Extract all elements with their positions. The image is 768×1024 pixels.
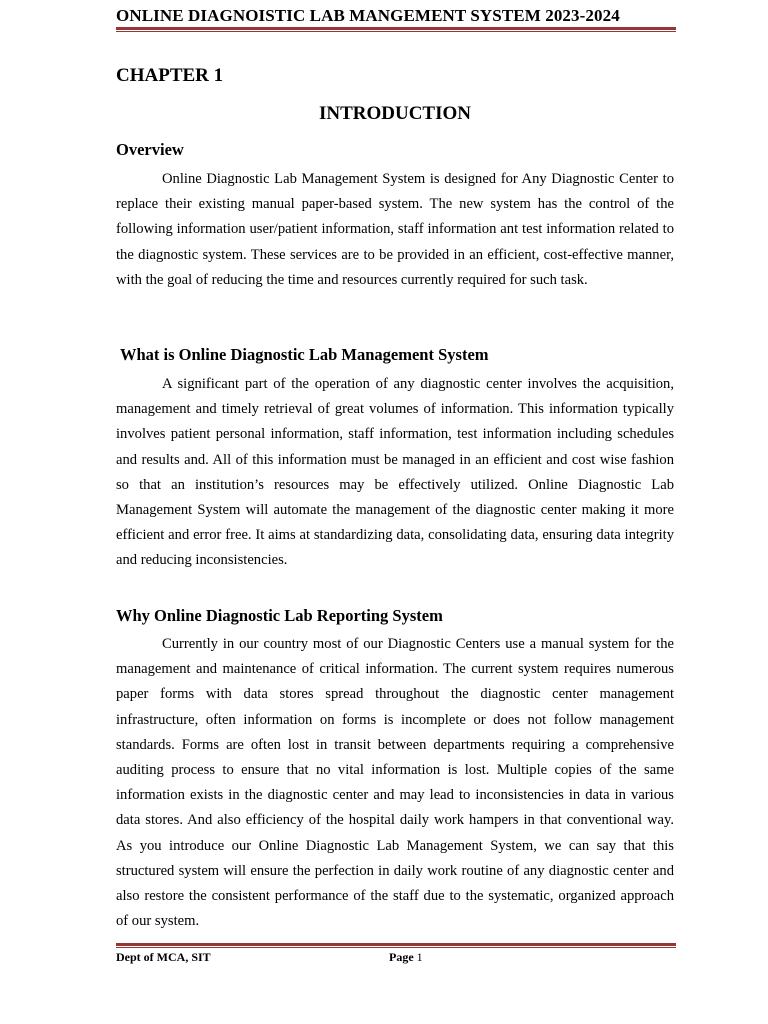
heading-what-is: What is Online Diagnostic Lab Management System — [120, 345, 489, 364]
footer-page — [389, 950, 423, 965]
footer-department: Dept of MCA, SIT — [116, 950, 211, 964]
section-title: INTRODUCTION — [318, 103, 472, 124]
header-rule — [116, 27, 676, 32]
page-label: Page — [389, 950, 414, 964]
heading-overview: Overview — [116, 140, 184, 159]
paragraph-what-is: A significant part of the operation of any diagnostic center involves the acquisition, management and timely retrieval of great volumes of information. This information typically involves patient personal information, staff information, test information including schedules and results and. All of this information must be managed in an efficient and cost wise fashion so that an institution’s resources may be effectively utilized. Online Diagnostic Lab Management System will automate the management of the diagnostic center making it more efficient and error free. It aims at standardizing data, consolidating data, ensuring data integrity and reducing inconsistencies. — [116, 376, 674, 569]
header-rule-thick — [116, 27, 676, 30]
page-number: 1 — [416, 950, 423, 964]
footer-rule-thick — [116, 943, 676, 946]
chapter-heading: CHAPTER 1 — [116, 65, 224, 86]
footer-rule — [116, 943, 676, 948]
paragraph-why: Currently in our country most of our Diagnostic Centers use a manual system for the management and maintenance of critical information. The current system requires numerous paper forms with data stores spread throughout the diagnostic center management infrastructure, often information on forms is incomplete or does not follow management standards. Forms are often lost in transit between departments requiring a comprehensive auditing process to ensure that no vital information is lost. Multiple copies of the same information exists in the diagnostic center and may lead to inconsistencies in data in various data stores. And also efficiency of the hospital daily work hampers in that conventional way. As you introduce our Online Diagnostic Lab Management System, we can say that this structured system will ensure the perfection in daily work routine of any diagnostic center and also restore the consistent performance of the staff due to the systematic, organized approach of our system. — [116, 636, 674, 930]
heading-why: Why Online Diagnostic Lab Reporting System — [116, 606, 443, 625]
paragraph-overview: Online Diagnostic Lab Management System is designed for Any Diagnostic Center to replace their existing manual paper-based system. The new system has the control of the following information user/patient information, staff information ant test information related to the diagnostic system. These services are to be provided in an efficient, cost-effective manner, with the goal of reducing the time and resources currently required for such task. — [116, 171, 674, 288]
header-rule-thin — [116, 31, 676, 32]
footer-rule-thin — [116, 947, 676, 948]
running-header: ONLINE DIAGNOISTIC LAB MANGEMENT SYSTEM 2023-2024 — [116, 6, 620, 25]
